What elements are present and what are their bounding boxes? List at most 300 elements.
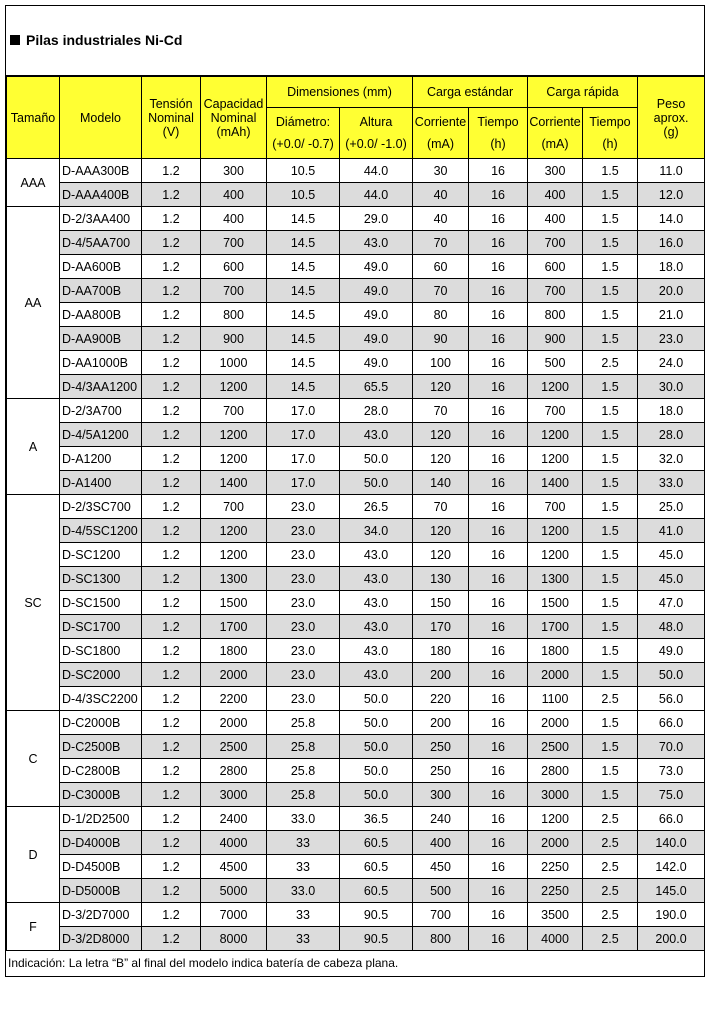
diameter-cell: 23.0	[267, 663, 340, 687]
height-cell: 43.0	[340, 231, 413, 255]
std-current-cell: 100	[413, 351, 469, 375]
fast-time-cell: 1.5	[583, 711, 638, 735]
voltage-cell: 1.2	[142, 399, 201, 423]
voltage-cell: 1.2	[142, 927, 201, 951]
height-cell: 49.0	[340, 327, 413, 351]
std-current-cell: 120	[413, 447, 469, 471]
model-cell: D-D4500B	[60, 855, 142, 879]
diameter-cell: 14.5	[267, 207, 340, 231]
diameter-cell: 23.0	[267, 543, 340, 567]
fast-current-cell: 1200	[528, 423, 583, 447]
weight-cell: 20.0	[638, 279, 705, 303]
height-cell: 43.0	[340, 423, 413, 447]
fast-time-cell: 1.5	[583, 327, 638, 351]
capacity-cell: 2800	[201, 759, 267, 783]
weight-cell: 66.0	[638, 711, 705, 735]
table-row	[7, 615, 705, 639]
capacity-cell: 1200	[201, 375, 267, 399]
header-dimensions: Dimensiones (mm)	[267, 77, 413, 108]
std-current-cell: 120	[413, 543, 469, 567]
table-body	[7, 159, 705, 951]
diameter-cell: 17.0	[267, 399, 340, 423]
weight-cell: 66.0	[638, 807, 705, 831]
capacity-cell: 1500	[201, 591, 267, 615]
size-cell: SC	[7, 495, 60, 711]
std-current-cell: 140	[413, 471, 469, 495]
fast-time-cell: 2.5	[583, 927, 638, 951]
fast-time-cell: 1.5	[583, 207, 638, 231]
height-cell: 29.0	[340, 207, 413, 231]
footnote: Indicación: La letra “B” al final del modelo indica batería de cabeza plana.	[8, 956, 399, 970]
diameter-cell: 14.5	[267, 303, 340, 327]
table-row	[7, 591, 705, 615]
capacity-cell: 1000	[201, 351, 267, 375]
std-time-cell: 16	[469, 831, 528, 855]
weight-cell: 49.0	[638, 639, 705, 663]
std-time-cell: 16	[469, 855, 528, 879]
height-cell: 43.0	[340, 591, 413, 615]
height-cell: 60.5	[340, 879, 413, 903]
diameter-cell: 23.0	[267, 615, 340, 639]
model-cell: D-4/3SC2200	[60, 687, 142, 711]
fast-current-cell: 2250	[528, 879, 583, 903]
std-time-cell: 16	[469, 207, 528, 231]
std-current-cell: 220	[413, 687, 469, 711]
std-time-cell: 16	[469, 903, 528, 927]
std-current-cell: 800	[413, 927, 469, 951]
std-time-cell: 16	[469, 687, 528, 711]
fast-time-cell: 1.5	[583, 423, 638, 447]
fast-current-cell: 4000	[528, 927, 583, 951]
std-current-cell: 170	[413, 615, 469, 639]
model-cell: D-4/3AA1200	[60, 375, 142, 399]
header-diameter: Diámetro: (+0.0/ -0.7)	[267, 108, 340, 159]
diameter-cell: 23.0	[267, 591, 340, 615]
std-current-cell: 120	[413, 519, 469, 543]
std-current-cell: 70	[413, 279, 469, 303]
model-cell: D-C3000B	[60, 783, 142, 807]
fast-time-cell: 1.5	[583, 183, 638, 207]
diameter-cell: 10.5	[267, 159, 340, 183]
capacity-cell: 2200	[201, 687, 267, 711]
fast-time-cell: 1.5	[583, 159, 638, 183]
fast-current-cell: 300	[528, 159, 583, 183]
voltage-cell: 1.2	[142, 375, 201, 399]
height-cell: 60.5	[340, 855, 413, 879]
model-cell: D-SC1700	[60, 615, 142, 639]
std-current-cell: 120	[413, 423, 469, 447]
model-cell: D-4/5AA700	[60, 231, 142, 255]
capacity-cell: 700	[201, 495, 267, 519]
voltage-cell: 1.2	[142, 183, 201, 207]
capacity-cell: 7000	[201, 903, 267, 927]
weight-cell: 145.0	[638, 879, 705, 903]
square-bullet-icon	[10, 35, 20, 45]
std-time-cell: 16	[469, 927, 528, 951]
fast-current-cell: 700	[528, 399, 583, 423]
height-cell: 50.0	[340, 447, 413, 471]
std-time-cell: 16	[469, 159, 528, 183]
capacity-cell: 1200	[201, 447, 267, 471]
table-row	[7, 279, 705, 303]
diameter-cell: 25.8	[267, 735, 340, 759]
voltage-cell: 1.2	[142, 783, 201, 807]
capacity-cell: 2400	[201, 807, 267, 831]
weight-cell: 18.0	[638, 399, 705, 423]
voltage-cell: 1.2	[142, 567, 201, 591]
capacity-cell: 700	[201, 231, 267, 255]
voltage-cell: 1.2	[142, 159, 201, 183]
diameter-cell: 14.5	[267, 327, 340, 351]
std-current-cell: 70	[413, 399, 469, 423]
capacity-cell: 4000	[201, 831, 267, 855]
voltage-cell: 1.2	[142, 519, 201, 543]
table-row	[7, 159, 705, 183]
table-row	[7, 183, 705, 207]
fast-time-cell: 2.5	[583, 807, 638, 831]
fast-current-cell: 1400	[528, 471, 583, 495]
height-cell: 43.0	[340, 615, 413, 639]
std-time-cell: 16	[469, 423, 528, 447]
table-row	[7, 783, 705, 807]
header-standard-charge: Carga estándar	[413, 77, 528, 108]
weight-cell: 50.0	[638, 663, 705, 687]
fast-current-cell: 1200	[528, 375, 583, 399]
table-row	[7, 639, 705, 663]
fast-current-cell: 2250	[528, 855, 583, 879]
fast-current-cell: 400	[528, 207, 583, 231]
height-cell: 36.5	[340, 807, 413, 831]
size-cell: AA	[7, 207, 60, 399]
height-cell: 43.0	[340, 639, 413, 663]
std-time-cell: 16	[469, 327, 528, 351]
table-row	[7, 879, 705, 903]
header-std-time: Tiempo (h)	[469, 108, 528, 159]
voltage-cell: 1.2	[142, 327, 201, 351]
fast-time-cell: 1.5	[583, 375, 638, 399]
std-current-cell: 400	[413, 831, 469, 855]
voltage-cell: 1.2	[142, 663, 201, 687]
model-cell: D-2/3SC700	[60, 495, 142, 519]
std-current-cell: 700	[413, 903, 469, 927]
height-cell: 43.0	[340, 543, 413, 567]
table-row	[7, 927, 705, 951]
size-cell: A	[7, 399, 60, 495]
std-current-cell: 80	[413, 303, 469, 327]
document-frame	[5, 5, 705, 977]
fast-time-cell: 1.5	[583, 399, 638, 423]
diameter-cell: 25.8	[267, 783, 340, 807]
fast-current-cell: 1800	[528, 639, 583, 663]
std-time-cell: 16	[469, 711, 528, 735]
std-current-cell: 250	[413, 759, 469, 783]
std-current-cell: 300	[413, 783, 469, 807]
fast-time-cell: 1.5	[583, 639, 638, 663]
header-fast-current: Corriente (mA)	[528, 108, 583, 159]
std-current-cell: 120	[413, 375, 469, 399]
capacity-cell: 700	[201, 399, 267, 423]
model-cell: D-AA900B	[60, 327, 142, 351]
std-time-cell: 16	[469, 303, 528, 327]
capacity-cell: 2000	[201, 663, 267, 687]
fast-current-cell: 1200	[528, 447, 583, 471]
model-cell: D-C2800B	[60, 759, 142, 783]
voltage-cell: 1.2	[142, 447, 201, 471]
size-cell: AAA	[7, 159, 60, 207]
fast-current-cell: 3000	[528, 783, 583, 807]
weight-cell: 21.0	[638, 303, 705, 327]
diameter-cell: 14.5	[267, 231, 340, 255]
std-time-cell: 16	[469, 351, 528, 375]
std-time-cell: 16	[469, 759, 528, 783]
std-time-cell: 16	[469, 663, 528, 687]
table-row	[7, 423, 705, 447]
model-cell: D-AA800B	[60, 303, 142, 327]
capacity-cell: 1200	[201, 543, 267, 567]
voltage-cell: 1.2	[142, 423, 201, 447]
table-header	[7, 77, 705, 159]
fast-current-cell: 1500	[528, 591, 583, 615]
model-cell: D-4/5SC1200	[60, 519, 142, 543]
height-cell: 50.0	[340, 735, 413, 759]
std-current-cell: 40	[413, 207, 469, 231]
capacity-cell: 400	[201, 183, 267, 207]
diameter-cell: 23.0	[267, 495, 340, 519]
height-cell: 49.0	[340, 303, 413, 327]
weight-cell: 47.0	[638, 591, 705, 615]
fast-current-cell: 700	[528, 495, 583, 519]
voltage-cell: 1.2	[142, 231, 201, 255]
model-cell: D-1/2D2500	[60, 807, 142, 831]
std-time-cell: 16	[469, 807, 528, 831]
fast-time-cell: 1.5	[583, 303, 638, 327]
table-row	[7, 903, 705, 927]
fast-time-cell: 1.5	[583, 567, 638, 591]
capacity-cell: 2000	[201, 711, 267, 735]
std-current-cell: 450	[413, 855, 469, 879]
table-row	[7, 567, 705, 591]
capacity-cell: 800	[201, 303, 267, 327]
capacity-cell: 400	[201, 207, 267, 231]
weight-cell: 70.0	[638, 735, 705, 759]
size-cell: D	[7, 807, 60, 903]
weight-cell: 45.0	[638, 543, 705, 567]
std-time-cell: 16	[469, 567, 528, 591]
diameter-cell: 14.5	[267, 351, 340, 375]
diameter-cell: 23.0	[267, 639, 340, 663]
fast-current-cell: 900	[528, 327, 583, 351]
model-cell: D-3/2D7000	[60, 903, 142, 927]
voltage-cell: 1.2	[142, 855, 201, 879]
table-row	[7, 663, 705, 687]
fast-current-cell: 1100	[528, 687, 583, 711]
diameter-cell: 33.0	[267, 879, 340, 903]
height-cell: 34.0	[340, 519, 413, 543]
std-time-cell: 16	[469, 183, 528, 207]
diameter-cell: 10.5	[267, 183, 340, 207]
table-row	[7, 447, 705, 471]
height-cell: 65.5	[340, 375, 413, 399]
model-cell: D-D5000B	[60, 879, 142, 903]
std-current-cell: 150	[413, 591, 469, 615]
header-height: Altura (+0.0/ -1.0)	[340, 108, 413, 159]
fast-time-cell: 1.5	[583, 735, 638, 759]
weight-cell: 28.0	[638, 423, 705, 447]
diameter-cell: 14.5	[267, 375, 340, 399]
fast-current-cell: 2500	[528, 735, 583, 759]
header-fast-charge: Carga rápida	[528, 77, 638, 108]
height-cell: 43.0	[340, 663, 413, 687]
height-cell: 90.5	[340, 903, 413, 927]
table-row	[7, 207, 705, 231]
weight-cell: 11.0	[638, 159, 705, 183]
table-row	[7, 543, 705, 567]
weight-cell: 24.0	[638, 351, 705, 375]
model-cell: D-SC1500	[60, 591, 142, 615]
fast-current-cell: 400	[528, 183, 583, 207]
height-cell: 44.0	[340, 159, 413, 183]
size-cell: F	[7, 903, 60, 951]
fast-time-cell: 2.5	[583, 903, 638, 927]
table-row	[7, 735, 705, 759]
fast-current-cell: 2800	[528, 759, 583, 783]
table-row	[7, 399, 705, 423]
model-cell: D-C2500B	[60, 735, 142, 759]
fast-time-cell: 1.5	[583, 471, 638, 495]
capacity-cell: 1800	[201, 639, 267, 663]
model-cell: D-A1200	[60, 447, 142, 471]
table-row	[7, 855, 705, 879]
height-cell: 60.5	[340, 831, 413, 855]
fast-time-cell: 2.5	[583, 831, 638, 855]
weight-cell: 23.0	[638, 327, 705, 351]
std-time-cell: 16	[469, 447, 528, 471]
capacity-cell: 3000	[201, 783, 267, 807]
header-size: Tamaño	[7, 77, 60, 159]
table-row	[7, 255, 705, 279]
diameter-cell: 17.0	[267, 423, 340, 447]
capacity-cell: 1700	[201, 615, 267, 639]
battery-specs-table	[6, 76, 705, 951]
header-fast-time: Tiempo (h)	[583, 108, 638, 159]
voltage-cell: 1.2	[142, 903, 201, 927]
capacity-cell: 1200	[201, 423, 267, 447]
diameter-cell: 33	[267, 855, 340, 879]
std-current-cell: 200	[413, 663, 469, 687]
table-row	[7, 495, 705, 519]
voltage-cell: 1.2	[142, 303, 201, 327]
weight-cell: 48.0	[638, 615, 705, 639]
model-cell: D-SC1800	[60, 639, 142, 663]
capacity-cell: 900	[201, 327, 267, 351]
std-current-cell: 180	[413, 639, 469, 663]
model-cell: D-AAA300B	[60, 159, 142, 183]
std-time-cell: 16	[469, 279, 528, 303]
voltage-cell: 1.2	[142, 255, 201, 279]
weight-cell: 140.0	[638, 831, 705, 855]
height-cell: 50.0	[340, 783, 413, 807]
capacity-cell: 700	[201, 279, 267, 303]
fast-time-cell: 2.5	[583, 687, 638, 711]
std-time-cell: 16	[469, 231, 528, 255]
header-weight: Peso aprox. (g)	[638, 77, 705, 159]
page-title: Pilas industriales Ni-Cd	[26, 32, 183, 48]
fast-time-cell: 2.5	[583, 351, 638, 375]
height-cell: 49.0	[340, 255, 413, 279]
table-row	[7, 351, 705, 375]
header-model: Modelo	[60, 77, 142, 159]
weight-cell: 30.0	[638, 375, 705, 399]
fast-current-cell: 1200	[528, 807, 583, 831]
diameter-cell: 33.0	[267, 807, 340, 831]
weight-cell: 32.0	[638, 447, 705, 471]
weight-cell: 45.0	[638, 567, 705, 591]
std-current-cell: 40	[413, 183, 469, 207]
table-row	[7, 687, 705, 711]
diameter-cell: 23.0	[267, 687, 340, 711]
diameter-cell: 17.0	[267, 447, 340, 471]
model-cell: D-AA700B	[60, 279, 142, 303]
fast-current-cell: 1700	[528, 615, 583, 639]
model-cell: D-D4000B	[60, 831, 142, 855]
std-time-cell: 16	[469, 591, 528, 615]
weight-cell: 25.0	[638, 495, 705, 519]
height-cell: 49.0	[340, 351, 413, 375]
voltage-cell: 1.2	[142, 207, 201, 231]
voltage-cell: 1.2	[142, 807, 201, 831]
std-current-cell: 250	[413, 735, 469, 759]
diameter-cell: 33	[267, 903, 340, 927]
fast-time-cell: 2.5	[583, 879, 638, 903]
diameter-cell: 23.0	[267, 519, 340, 543]
std-time-cell: 16	[469, 519, 528, 543]
diameter-cell: 14.5	[267, 255, 340, 279]
table-row	[7, 711, 705, 735]
std-time-cell: 16	[469, 879, 528, 903]
model-cell: D-3/2D8000	[60, 927, 142, 951]
fast-time-cell: 1.5	[583, 495, 638, 519]
model-cell: D-A1400	[60, 471, 142, 495]
model-cell: D-AAA400B	[60, 183, 142, 207]
table-row	[7, 519, 705, 543]
table-row	[7, 303, 705, 327]
diameter-cell: 25.8	[267, 711, 340, 735]
height-cell: 44.0	[340, 183, 413, 207]
std-current-cell: 130	[413, 567, 469, 591]
fast-current-cell: 700	[528, 279, 583, 303]
weight-cell: 33.0	[638, 471, 705, 495]
fast-current-cell: 1200	[528, 519, 583, 543]
std-current-cell: 500	[413, 879, 469, 903]
voltage-cell: 1.2	[142, 543, 201, 567]
model-cell: D-SC1300	[60, 567, 142, 591]
std-current-cell: 200	[413, 711, 469, 735]
fast-time-cell: 1.5	[583, 663, 638, 687]
fast-current-cell: 2000	[528, 663, 583, 687]
weight-cell: 190.0	[638, 903, 705, 927]
weight-cell: 14.0	[638, 207, 705, 231]
voltage-cell: 1.2	[142, 711, 201, 735]
table-row	[7, 231, 705, 255]
model-cell: D-2/3AA400	[60, 207, 142, 231]
height-cell: 43.0	[340, 567, 413, 591]
diameter-cell: 33	[267, 927, 340, 951]
fast-time-cell: 1.5	[583, 519, 638, 543]
fast-time-cell: 1.5	[583, 783, 638, 807]
fast-current-cell: 700	[528, 231, 583, 255]
fast-time-cell: 1.5	[583, 591, 638, 615]
voltage-cell: 1.2	[142, 351, 201, 375]
